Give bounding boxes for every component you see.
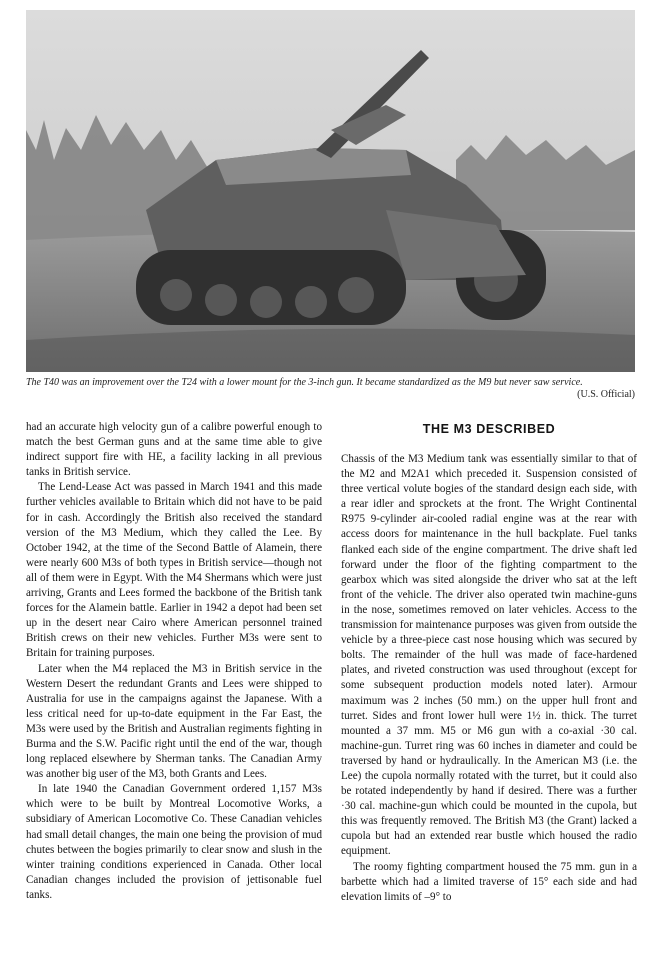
left-paragraph-1: had an accurate high velocity gun of a calibre powerful enough to match the best German guns and at the same time able to give indirect support fire with HE, a facility lacking in all previous tanks in British service. — [26, 421, 322, 479]
left-column — [26, 420, 322, 903]
photo-caption — [26, 377, 635, 401]
tank-photograph — [26, 10, 635, 372]
left-paragraph-3: Later when the M4 replaced the M3 in British service in the Western Desert the redundant Grants and Lees were shipped to Australia for use in the campaigns against the Japanese. With a less critical need for up-to-date equipment in the Far East, the M3s were used by the British and Australian regiments fighting in Burma and the S.W. Pacific right until the end of the war, though long replaced elsewhere by Sherman tanks. The Canadian Army was another big user of the M3, both Grants and Lees. — [26, 662, 322, 781]
right-column — [341, 420, 637, 905]
right-paragraph-2: The roomy fighting compartment housed the 75 mm. gun in a barbette which had a limited traverse of 15° each side and had elevation limits of –9° to — [341, 860, 637, 903]
section-heading: THE M3 DESCRIBED — [422, 422, 556, 436]
right-paragraph-1: Chassis of the M3 Medium tank was essentially similar to that of the M2 and M2A1 which preceded it. Suspension consisted of three vertical volute bogies of the standard design each side, with a rear idler and sprockets at the front. The Wright Continental R975 9-cylinder air-cooled radial engine was at the rear with access doors for maintenance in the hull backplate. Fuel tanks flanked each side of the engine compartment. The drive shaft led forward under the floor of the fighting compartment to the gearbox which was sited alongside the driver who sat at the left front of the vehicle. The driver also operated twin machine-guns in the nose, sometimes removed on later vehicles. Access to the transmission for maintenance purposes was given from outside the vehicle by a three-piece cast nose housing which was secured by bolts. The remainder of the hull was made of face-hardened plates, and riveted construction was used throughout (except for some subsequent production models noted later). Armour maximum was 2 inches (50 mm.) on the upper hull front and turret. Sides and front lower hull were 1½ in. thick. The turret mounted a 37 mm. M5 or M6 gun with a co-axial ·30 cal. machine-gun. Turret ring was 60 inches in diameter and could be traversed by hand or hydraulically. In the American M3 (i.e. the Lee) the cupola normally rotated with the turret, but it could also be rotated independently by hand if desired. There was a further ·30 cal. machine-gun which could be mounted in the cupola, but this was frequently removed. The British M3 (the Grant) lacked a cupola but had an extended rear bustle which housed the radio equipment. — [341, 453, 637, 858]
left-paragraph-4: In late 1940 the Canadian Government ordered 1,157 M3s which were to be built by Montreal Locomotive Works, a subsidiary of American Locomotive Co. These Canadian vehicles had small detail changes, the main one being the provision of mud chutes between the bogies primarily to clear snow and slush in the winter training conditions experienced in Canada. Other local Canadian changes included the provision of jettisonable fuel tanks. — [26, 783, 322, 901]
tank-photograph-illustration — [26, 10, 635, 372]
caption-credit: (U.S. Official) — [577, 389, 635, 400]
left-paragraph-2: The Lend-Lease Act was passed in March 1941 and this made further vehicles available to Britain which did not have to be paid for in cash. Accordingly the British also received the standard version of the M3 Medium, which they called the Lee. By October 1942, at the time of the Second Battle of Alamein, there were nearly 600 M3s of both types in British service—though not all of them were in Egypt. With the M4 Shermans which were just arriving, Grants and Lees formed the backbone of the British tank forces for the Alamein battle. Earlier in 1942 a depot had been set up in the desert near Cairo where American personnel trained British crews on their new vehicles. Further M3s were sent to Britain for training purposes. — [26, 481, 322, 660]
caption-text: The T40 was an improvement over the T24 with a lower mount for the 3-inch gun. It became standardized as the M9 but never saw service. — [26, 377, 583, 388]
